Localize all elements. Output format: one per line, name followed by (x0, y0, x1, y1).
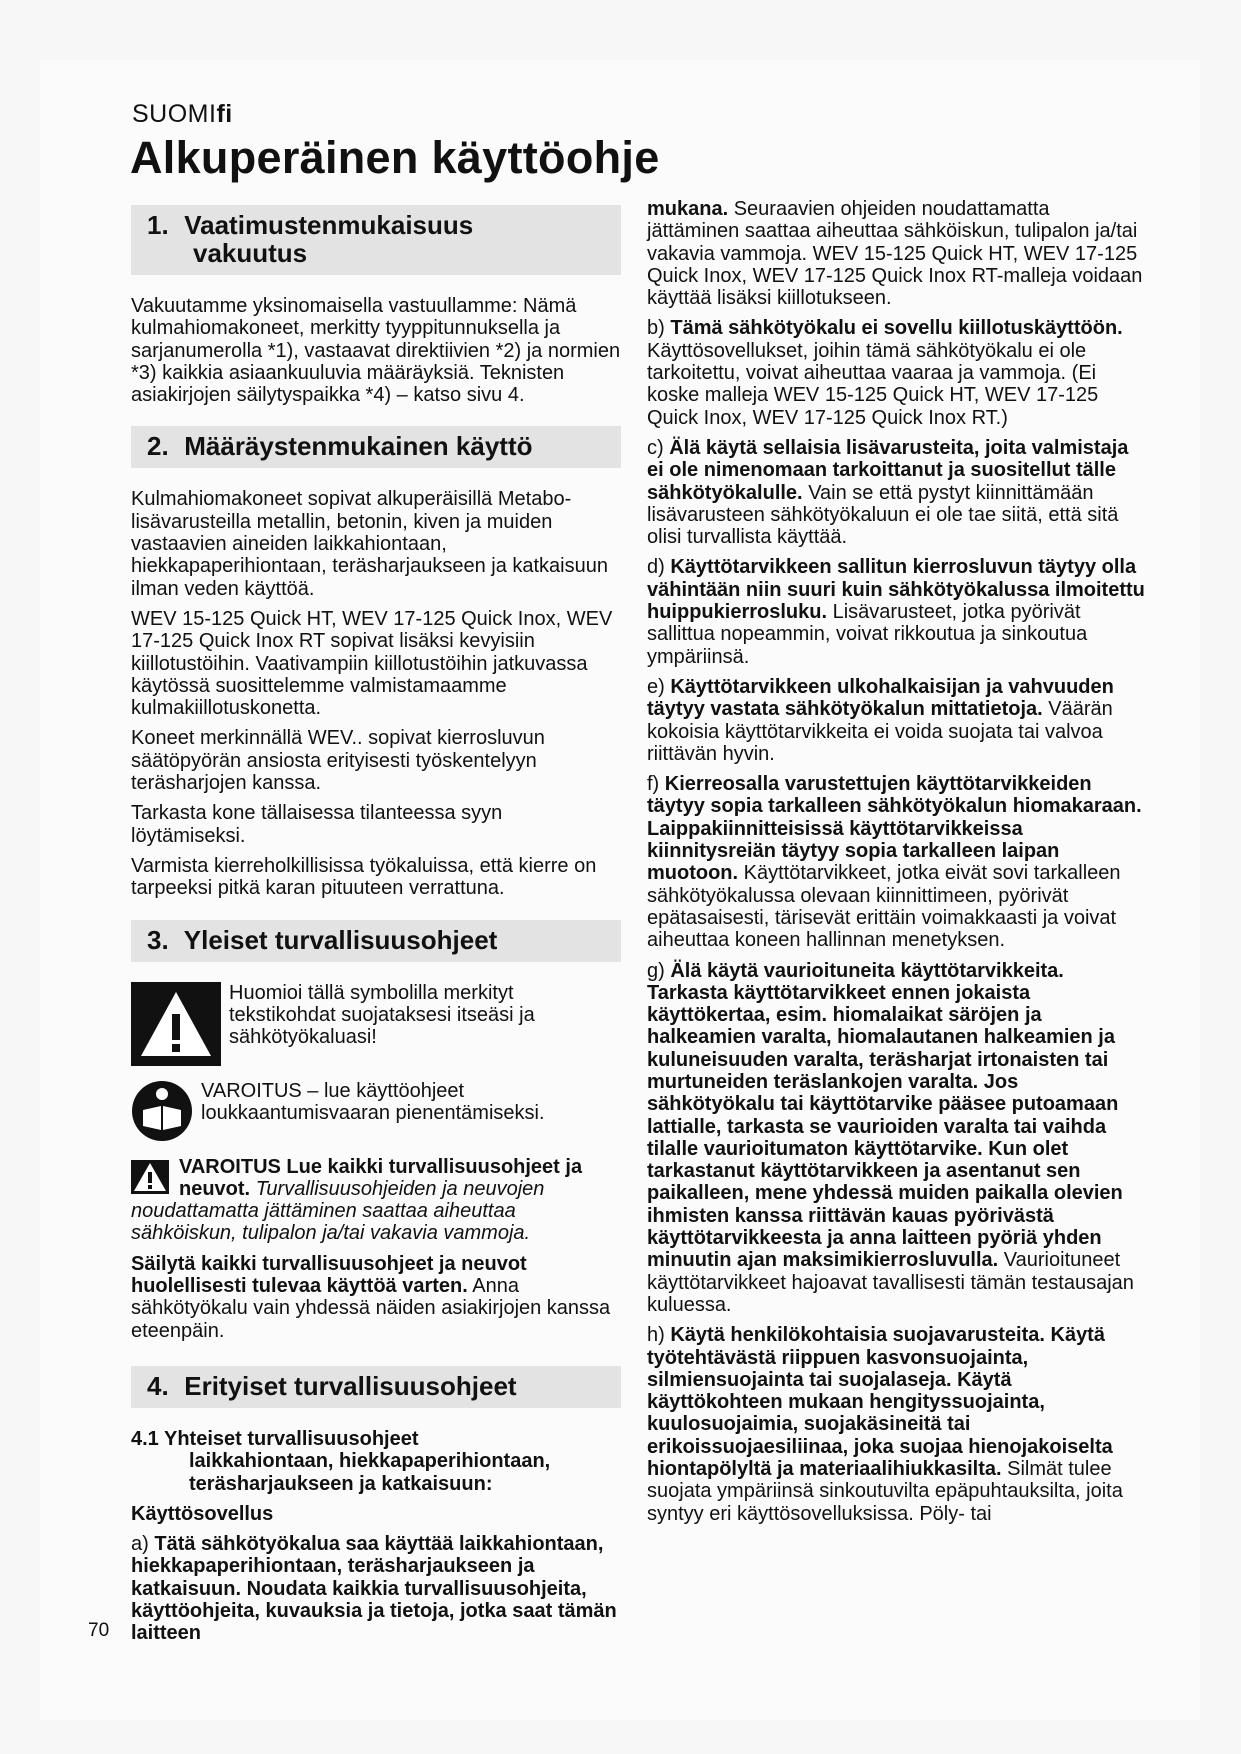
usage-heading: Käyttösovellus (131, 1502, 274, 1525)
section-2-para-3: Koneet merkinnällä WEV.. sopivat kierrosluvun säätöpyörän ansiosta erityisesti työskentelyyn teräsharjojen kanssa. (131, 727, 545, 795)
warning-paragraph: VAROITUS Lue kaikki turvallisuusohjeet ja neuvot. Turvallisuusohjeiden ja neuvojen noudattamatta jättäminen saattaa aiheuttaa sähköiskun, tulipalon ja/tai vakavia vammoja. (131, 1155, 583, 1245)
subsection-4-1-title: 4.1 Yhteiset turvallisuusohjeet laikkahiontaan, hiekkapaperihiontaan, teräsharjaukseen ja katkaisuun: (131, 1427, 551, 1495)
item-a: a) Tätä sähkötyökalua saa käyttää laikkahiontaan, hiekkapaperihiontaan, teräsharjaukseen ja katkaisuun. Noudata kaikkia turvallisuusohjeita, käyttöohjeita, kuvauksia ja tietoja, jotka saat tämän laitteen (131, 1533, 617, 1645)
warning-symbol-text: Huomioi tällä symbolilla merkityt tekstikohdat suojataksesi itseäsi ja sähkötyökaluasi! (229, 981, 535, 1049)
left-column (131, 205, 621, 1653)
section-2-para-1: Kulmahiomakoneet sopivat alkuperäisillä Metabo-lisävarusteilla metallin, betonin, kiven ja muiden vastaavien aineiden laikkahiontaan, hiekkapaperihiontaan, teräsharjaukseen ja katkaisuun ilman veden käyttöä. (131, 488, 608, 600)
item-g: g) Älä käytä vaurioituneita käyttötarvikkeita. Tarkasta käyttötarvikkeet ennen jokaista käyttökertaa, esim. hiomalaikat säröjen ja halkeamien varalta, hiomalautanen halkeamien ja kuluneisuuden varalta, teräsharjat irtonaisten tai murtuneiden teräslankojen varalta. Jos sähkötyökalu tai käyttötarvike pääsee putoamaan lattialle, tarkasta se vaurioiden varalta tai vaihda tilalle vaurioitumaton käyttötarvike. Kun olet tarkastanut käyttötarvikkeen ja asentanut sen paikalleen, mene yhdessä muiden paikalla olevien ihmisten kanssa riittävän kauas pyörivästä käyttötarvikkeesta ja anna laitteen pyöriä yhden minuutin ajan maksimikierrosluvulla. Vaurioituneet käyttötarvikkeet hajoavat tavallisesti tämän testausajan kuluessa. (647, 959, 1134, 1316)
section-3-header: 3. Yleiset turvallisuusohjeet (131, 920, 621, 962)
read-manual-icon (131, 1080, 193, 1142)
item-b: b) Tämä sähkötyökalu ei sovellu kiillotuskäyttöön. Käyttösovellukset, joihin tämä sähkötyökalu ei ole tarkoitettu, voivat aiheuttaa vaaraa ja vammoja. (Ei koske malleja WEV 15-125 Quick HT, WEV 17-125 Quick Inox, WEV 17-125 Quick Inox RT.) (647, 317, 1123, 429)
small-warning-icon (131, 1160, 169, 1194)
page-title: Alkuperäinen käyttöohje (130, 132, 660, 183)
section-1-text: Vakuutamme yksinomaisella vastuullamme: Nämä kulmahiomakoneet, merkitty tyyppitunnuksella ja sarjanumerolla *1), vastaavat direktiivien *2) ja normien *3) kaikkia asiaankuuluvia määräyksiä. Teknisten asiakirjojen säilytyspaikka *4) – katso sivu 4. (131, 295, 621, 407)
right-column (647, 198, 1147, 1533)
item-c: c) Älä käytä sellaisia lisävarusteita, joita valmistaja ei ole nimenomaan tarkoittanut ja suositellut tälle sähkötyökalulle. Vain se että pystyt kiinnittämään lisävarusteen sähkötyökaluun ei ole tae siitä, että sitä olisi turvallista käyttää. (647, 436, 1129, 549)
section-2-header: 2. Määräystenmukainen käyttö (131, 426, 621, 468)
read-manual-text: VAROITUS – lue käyttöohjeet loukkaantumisvaaran pienentämiseksi. (201, 1079, 545, 1124)
warning-triangle-icon (131, 982, 221, 1066)
item-d: d) Käyttötarvikkeen sallitun kierrosluvun täytyy olla vähintään niin suuri kuin sähkötyökalussa ilmoitettu huippukierrosluku. Lisävarusteet, jotka pyörivät sallittua nopeammin, voivat rikkoutua ja sinkoutua ympäriinsä. (647, 556, 1145, 668)
keep-instructions: Säilytä kaikki turvallisuusohjeet ja neuvot huolellisesti tulevaa käyttöä varten. Anna sähkötyökalu vain yhdessä näiden asiakirjojen kanssa eteenpäin. (131, 1252, 611, 1342)
warning-symbol-row (131, 982, 621, 1066)
section-2-para-5: Varmista kierreholkillisissa työkaluissa, että kierre on tarpeeksi pitkä karan pituuteen verrattuna. (131, 854, 597, 900)
item-e: e) Käyttötarvikkeen ulkohalkaisijan ja vahvuuden täytyy vastata sähkötyökalun mittatietoja. Väärän kokoisia käyttötarvikkeita ei voida suojata tai valvoa riittävän hyvin. (647, 675, 1114, 765)
section-1-header: 1. Vaatimustenmukaisuus vakuutus (131, 205, 621, 275)
language-label: SUOMIfi (132, 100, 233, 128)
section-2-para-2: WEV 15-125 Quick HT, WEV 17-125 Quick Inox, WEV 17-125 Quick Inox RT sopivat lisäksi kevyisiin kiillotustöihin. Vaativampiin kiillotustöihin jatkuvassa käytössä suosittelemme valmistamaamme kulmakiillotuskonetta. (131, 607, 613, 720)
item-h: h) Käytä henkilökohtaisia suojavarusteita. Käytä työtehtävästä riippuen kasvonsuojainta, silmiensuojainta tai suojalaseja. Käytä käyttökohteen mukaan hengityssuojainta, kuulosuojaimia, suojakäsineitä tai erikoissuojaesiliinaa, joka suojaa hienojakoiselta hiontapölyltä ja materiaalihiukkasilta. Silmät tulee suojata ympäriinsä sinkoutuvilta epäpuhtauksilta, joita syntyy eri käyttösovelluksissa. Pöly- tai (647, 1324, 1123, 1525)
item-f: f) Kierreosalla varustettujen käyttötarvikkeiden täytyy sopia tarkalleen sähkötyökalun hiomakaraan. Laippakiinnitteisissä käyttötarvikkeissa kiinnitysreiän täytyy sopia tarkalleen laipan muotoon. Käyttötarvikkeet, jotka eivät sovi tarkalleen sähkötyökalussa olevaan kiinnittimeen, pyörivät epätasaisesti, tärisevät erittäin voimakkaasti ja voivat aiheuttaa koneen hallinnan menetyksen. (647, 773, 1142, 952)
item-a-continued: mukana. Seuraavien ohjeiden noudattamatta jättäminen saattaa aiheuttaa sähköiskun, tulipalon ja/tai vakavia vammoja. WEV 15-125 Quick HT, WEV 17-125 Quick Inox, WEV 17-125 Quick Inox RT-malleja voidaan käyttää lisäksi kiillotukseen. (647, 198, 1143, 310)
page-number: 70 (88, 1620, 110, 1641)
read-manual-row (131, 1080, 621, 1142)
section-4-header: 4. Erityiset turvallisuusohjeet (131, 1366, 621, 1408)
section-2-para-4: Tarkasta kone tällaisessa tilanteessa syyn löytämiseksi. (131, 802, 503, 847)
